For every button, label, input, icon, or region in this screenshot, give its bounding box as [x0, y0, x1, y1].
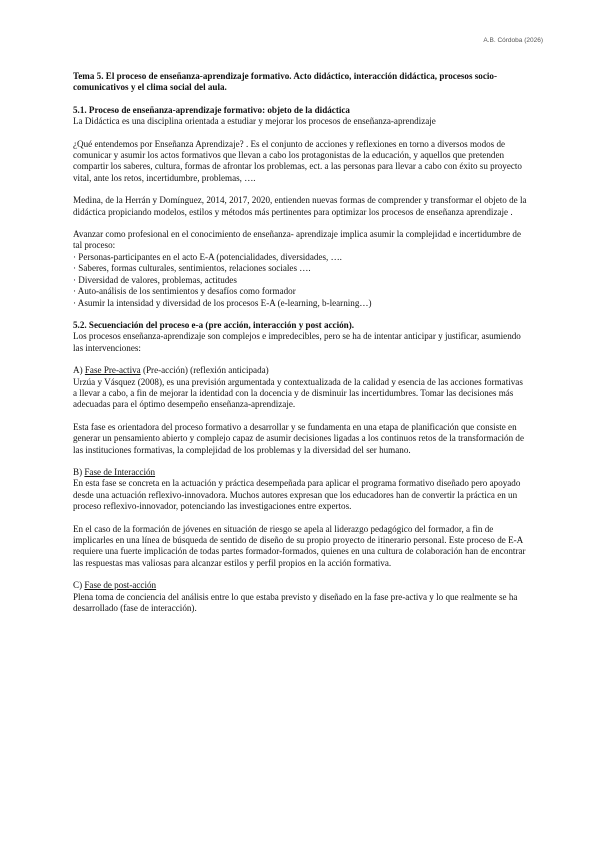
- list-item: · Personas-participantes en el acto E-A (potencialidades, diversidades, ….: [73, 251, 342, 262]
- phase-b-paragraph-1: En esta fase se concreta en la actuación y práctica desempeñada para aplicar el programa formativo diseñado pero apoyado desde una actuación reflexivo-innovadora. Muchos autores expresan que los educadores han de convertir la práctica en un proceso reflexivo-innovador, potenciando las investigaciones entre expertos.: [73, 478, 521, 512]
- phase-c-heading: [73, 580, 527, 591]
- section-1-heading: 5.1. Proceso de enseñanza-aprendizaje formativo: objeto de la didáctica: [73, 104, 350, 115]
- phase-b-prefix: B): [73, 466, 85, 477]
- phase-a-label: Fase Pre-activa: [84, 365, 141, 376]
- phase-c-paragraph-1: Plena toma de conciencia del análisis entre lo que estaba previsto y diseñado en la fase pre-activa y lo que realmente se ha desarrollado (fase de interacción).: [73, 591, 518, 614]
- phase-a-prefix: A): [73, 365, 85, 376]
- list-item: · Auto-análisis de los sentimientos y desafíos como formador: [73, 286, 296, 297]
- list-item: · Asumir la intensidad y diversidad de los procesos E-A (e-learning, b-learning…): [73, 297, 372, 308]
- bullet-list: [73, 252, 527, 309]
- section-1-paragraph-3: Avanzar como profesional en el conocimiento de enseñanza- aprendizaje implica asumir la complejidad e incertidumbre de tal proceso:: [73, 229, 522, 251]
- phase-b-heading: [73, 467, 527, 478]
- phase-a-paragraph-2: Esta fase es orientadora del proceso formativo a desarrollar y se fundamenta en una etapa de planificación que consiste en generar un pensamiento abierto y complejo capaz de asumir decisiones ligadas a los continuos retos de la transformación de las instituciones formativas, la complejidad de los problemas y la diversidad del ser humano.: [73, 421, 524, 455]
- phase-a-suffix: (Pre-acción) (reflexión anticipada): [140, 365, 269, 376]
- list-item: · Saberes, formas culturales, sentimientos, relaciones sociales ….: [73, 263, 311, 274]
- phase-b-paragraph-2: En el caso de la formación de jóvenes en situación de riesgo se apela al liderazgo pedagógico del formador, a fin de implicarles en una línea de búsqueda de sentido de diseño de su propio proyecto de itinerario personal. Este proceso de E-A requiere una fuerte implicación de todas partes formador-formados, quienes en una cultura de colaboración han de encontrar las respuestas mas valiosas para alcanzar estilos y perfil propios en la acción formativa.: [73, 523, 526, 568]
- section-1-paragraph-1: ¿Qué entendemos por Enseñanza Aprendizaje? . Es el conjunto de acciones y reflexiones en torno a diversos modos de comunicar y asumir los actos formativos que llevan a cabo los protagonistas de la educación, y aquellos que pretenden compartir los saberes, cultura, formas de afrontar los problemas, ect. a las personas para llevar a cabo con éxito su proyecto vital, ante los retos, incertidumbre, problemas, ….: [73, 138, 522, 183]
- list-item: · Diversidad de valores, problemas, actitudes: [73, 274, 237, 285]
- header-author: A.B. Córdoba (2026): [483, 37, 543, 44]
- document-title: Tema 5. El proceso de enseñanza-aprendizaje formativo. Acto didáctico, interacción didáctica, procesos socio-comunicativos y el clima social del aula.: [73, 71, 497, 93]
- section-2-intro: Los procesos enseñanza-aprendizaje son complejos e impredecibles, pero se ha de intentar anticipar y justificar, asumiendo las intervenciones:: [73, 331, 521, 353]
- phase-a-heading: [73, 365, 527, 376]
- phase-a-paragraph-1: Urzúa y Vásquez (2008), es una previsión argumentada y contextualizada de la calidad y esencia de las acciones formativas a llevar a cabo, a fin de mejorar la identidad con la docencia y de disminuir las incertidumbres. Tomar las decisiones más adecuadas para el óptimo desempeño enseñanza-aprendizaje.: [73, 376, 523, 410]
- section-1-paragraph-2: Medina, de la Herrán y Domínguez, 2014, 2017, 2020, entienden nuevas formas de comprender y transformar el objeto de la didáctica propiciando modelos, estilos y métodos más pertinentes para optimizar los procesos de enseñanza aprendizaje .: [73, 195, 527, 217]
- document-page: [73, 71, 527, 614]
- section-1-intro: La Didáctica es una disciplina orientada a estudiar y mejorar los procesos de enseñanza-aprendizaje: [73, 116, 436, 127]
- phase-b-label: Fase de Interacción: [84, 466, 156, 477]
- phase-c-prefix: C): [73, 580, 85, 591]
- section-2-heading: 5.2. Secuenciación del proceso e-a (pre acción, interacción y post acción).: [73, 319, 355, 330]
- phase-c-label: Fase de post-acción: [84, 580, 157, 591]
